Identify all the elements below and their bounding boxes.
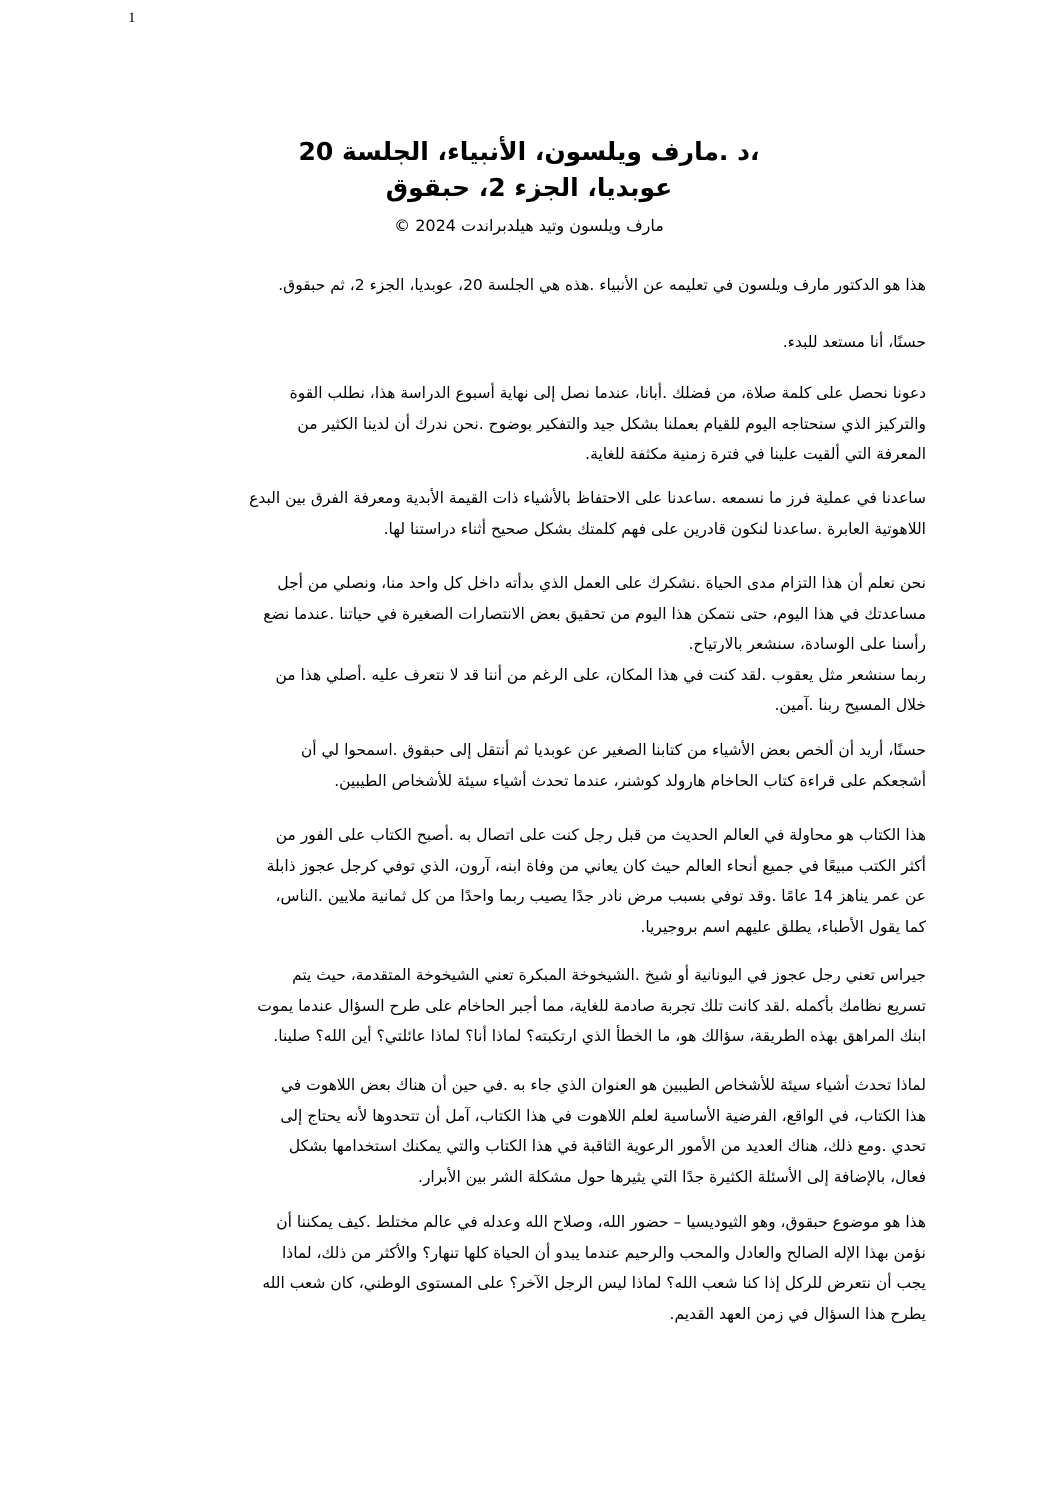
paragraph: [126, 483, 926, 544]
text-line: يطرح هذا السؤال في زمن العهد القديم.: [669, 1304, 926, 1323]
paragraph: [126, 270, 926, 301]
text-line: حسنًا، أريد أن ألخص بعض الأشياء من كتابنا الصغير عن عوبديا ثم أنتقل إلى حبقوق .اسمحوا لي أن: [300, 741, 926, 759]
text-line: نؤمن بهذا الإله الصالح والعادل والمحب والرحيم عندما يبدو أن الحياة كلها تنهار؟ والأكثر من ذلك، لماذا: [281, 1243, 926, 1262]
text-line: المعرفة التي ألقيت علينا في فترة زمنية مكثفة للغاية.: [585, 445, 926, 463]
page-number: 1: [128, 10, 136, 26]
text-line: هذا هو موضوع حبقوق، وهو الثيوديسيا – حضور الله، وصلاح الله وعدله في عالم مختلط .كيف يمكننا أن: [276, 1213, 926, 1231]
text-line: هذا هو الدكتور مارف ويلسون في تعليمه عن الأنبياء .هذه هي الجلسة 20، عوبديا، الجزء 2، ثم حبقوق.: [278, 276, 926, 294]
document-subtitle: مارف ويلسون وتيد هيلدبراندت 2024 ©: [394, 216, 664, 235]
paragraph: [126, 1207, 926, 1329]
document-title: [0, 134, 1058, 206]
title-line: عوبديا، الجزء 2، حبقوق: [385, 173, 673, 202]
text-line: دعونا نحصل على كلمة صلاة، من فضلك .أبانا، عندما نصل إلى نهاية أسبوع الدراسة هذا، نطلب القوة: [289, 384, 926, 402]
text-line: مساعدتك في هذا اليوم، حتى نتمكن هذا اليوم من تحقيق بعض الانتصارات الصغيرة في حياتنا .عندما نضع: [263, 604, 926, 623]
paragraph: [126, 327, 926, 358]
text-line: ساعدنا في عملية فرز ما نسمعه .ساعدنا على الاحتفاظ بالأشياء ذات القيمة الأبدية ومعرفة الفرق بين البدع: [249, 489, 926, 507]
text-line: هذا الكتاب هو محاولة في العالم الحديث من قبل رجل كنت على اتصال به .أصبح الكتاب على الفور من: [275, 826, 926, 844]
text-line: جيراس تعني رجل عجوز في اليونانية أو شيخ .الشيخوخة المبكرة تعني الشيخوخة المتقدمة، حيث يتم: [292, 966, 926, 984]
text-line: أشجعكم على قراءة كتاب الحاخام هارولد كوشنر، عندما تحدث أشياء سيئة للأشخاص الطيبين.: [334, 771, 926, 790]
text-line: يجب أن نتعرض للركل إذا كنا شعب الله؟ لماذا ليس الرجل الآخر؟ على المستوى الوطني، كان شعب الله: [262, 1274, 926, 1292]
text-line: لماذا تحدث أشياء سيئة للأشخاص الطيبين هو العنوان الذي جاء به .في حين أن هناك بعض اللاهوت في: [280, 1076, 926, 1094]
text-line: ابنك المراهق بهذه الطريقة، سؤالك هو، ما الخطأ الذي ارتكبته؟ لماذا أنا؟ لماذا عائلتي؟ أين الله؟ صلينا.: [273, 1027, 926, 1045]
text-line: والتركيز الذي سنحتاجه اليوم للقيام بعملنا بشكل جيد والتفكير بوضوح .نحن ندرك أن لدينا الكثير من: [297, 414, 926, 433]
paragraph: [126, 735, 926, 796]
paragraph: [126, 960, 926, 1052]
paragraph: [126, 820, 926, 942]
text-line: ربما سنشعر مثل يعقوب .لقد كنت في هذا المكان، على الرغم من أننا قد لا نتعرف عليه .أصلي هذا من: [275, 665, 926, 684]
text-line: نحن نعلم أن هذا التزام مدى الحياة .نشكرك على العمل الذي بدأته داخل كل واحد منا، ونصلي من أجل: [277, 574, 926, 592]
text-line: حسنًا، أنا مستعد للبدء.: [782, 333, 926, 351]
text-line: تسريع نظامك بأكمله .لقد كانت تلك تجربة صادمة للغاية، مما أجبر الحاخام على طرح السؤال عندما يموت: [257, 996, 926, 1015]
paragraph: [126, 568, 926, 721]
text-line: تحدي .ومع ذلك، هناك العديد من الأمور الرعوية الثاقبة في هذا الكتاب والتي يمكنك استخدامها بشكل: [288, 1137, 926, 1155]
text-line: خلال المسيح ربنا .آمين.: [774, 696, 926, 714]
title-line: ،د .مارف ويلسون، الأنبياء، الجلسة 20: [298, 137, 760, 166]
text-line: عن عمر يناهز 14 عامًا .وقد توفي بسبب مرض نادر جدًا يصيب ربما واحدًا من كل ثمانية ملايين .الناس،: [275, 887, 926, 905]
text-line: فعال، بالإضافة إلى الأسئلة الكثيرة جدًا التي يثيرها حول مشكلة الشر بين الأبرار.: [418, 1167, 926, 1186]
text-line: رأسنا على الوسادة، سنشعر بالارتياح.: [688, 635, 926, 653]
paragraph: [126, 1070, 926, 1192]
text-line: كما يقول الأطباء، يطلق عليهم اسم بروجيريا.: [640, 917, 926, 936]
text-line: هذا الكتاب، في الواقع، الفرضية الأساسية لعلم اللاهوت في هذا الكتاب، آمل أن تتحدوها لأنه يحتاج إلى: [280, 1106, 926, 1125]
paragraph: [126, 378, 926, 470]
text-line: اللاهوتية العابرة .ساعدنا لنكون قادرين على فهم كلمتك بشكل صحيح أثناء دراستنا لها.: [383, 519, 926, 538]
text-line: أكثر الكتب مبيعًا في جميع أنحاء العالم حيث كان يعاني من وفاة ابنه، آرون، الذي توفي كرجل عجوز ذابلة: [266, 856, 926, 875]
